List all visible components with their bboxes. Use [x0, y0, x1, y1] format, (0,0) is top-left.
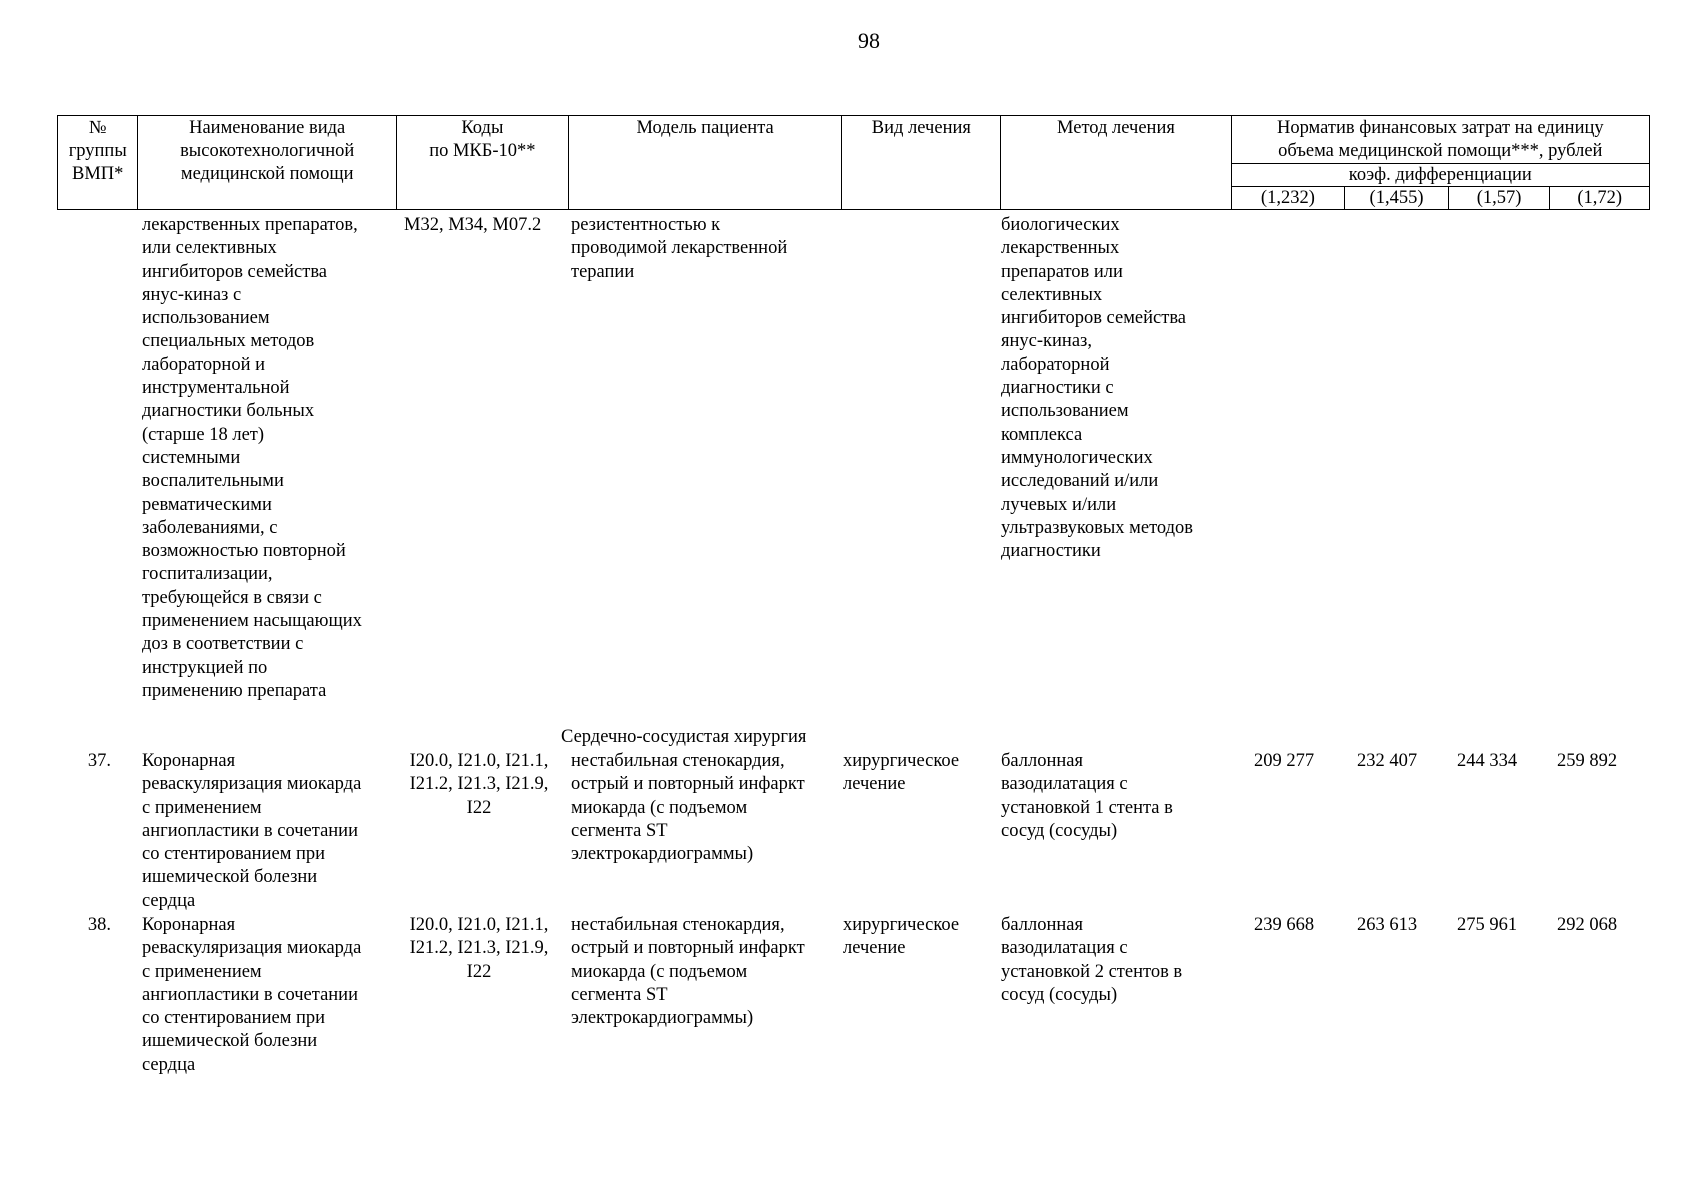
row-38-value-2: 263 613 [1356, 915, 1418, 935]
section-title: Сердечно-сосудистая хирургия [561, 727, 807, 747]
row-37-value-3: 244 334 [1456, 751, 1518, 771]
row-37-model: нестабильная стенокардия, острый и повторный инфаркт миокарда (с подъемом сегмента ST электрокардиограммы) [571, 751, 805, 865]
row-37-value-2: 232 407 [1356, 751, 1418, 771]
row-38-type: хирургическое лечение [843, 915, 960, 959]
header-group-number: № группы ВМП* [58, 116, 138, 210]
row-37-number: 37. [87, 751, 111, 771]
row-37-value-4: 259 892 [1556, 751, 1618, 771]
row-38-value-4: 292 068 [1556, 915, 1618, 935]
row-38-number: 38. [87, 915, 111, 935]
row-37-type: хирургическое лечение [843, 751, 960, 795]
row-37-value-1: 209 277 [1253, 751, 1315, 771]
header-coef-1: (1,232) [1231, 187, 1345, 210]
continuation-method: биологических лекарственных препаратов или селективных ингибиторов семейства янус-киназ, лабораторной диагностики с использованием комплекса иммунологических исследований и/или лучевых и/или ультразвуковых методов диагностики [1001, 215, 1194, 562]
header-care-name: Наименование вида высокотехнологичной медицинской помощи [138, 116, 396, 210]
row-38-name: Коронарная реваскуляризация миокарда с применением ангиопластики в сочетании со стентированием при ишемической болезни сердца [142, 915, 362, 1075]
header-icd-codes: Коды по МКБ-10** [396, 116, 568, 210]
header-coef-3: (1,57) [1448, 187, 1550, 210]
row-38-codes: I20.0, I21.0, I21.1, I21.2, I21.3, I21.9, I22 [409, 915, 549, 982]
continuation-model: резистентностью к проводимой лекарственной терапии [571, 215, 788, 282]
row-37-name: Коронарная реваскуляризация миокарда с применением ангиопластики в сочетании со стентированием при ишемической болезни сердца [142, 751, 362, 911]
row-38-method: баллонная вазодилатация с установкой 2 стентов в сосуд (сосуды) [1001, 915, 1183, 1005]
header-treatment-method: Метод лечения [1001, 116, 1231, 210]
page-number: 98 [858, 28, 880, 53]
header-cost-norm: Норматив финансовых затрат на единицу объема медицинской помощи***, рублей [1231, 116, 1649, 164]
row-38-value-3: 275 961 [1456, 915, 1518, 935]
continuation-codes: M32, M34, M07.2 [404, 215, 542, 235]
header-coef-label: коэф. дифференциации [1231, 164, 1649, 187]
row-38-model: нестабильная стенокардия, острый и повторный инфаркт миокарда (с подъемом сегмента ST электрокардиограммы) [571, 915, 805, 1029]
header-patient-model: Модель пациента [568, 116, 842, 210]
header-coef-2: (1,455) [1345, 187, 1449, 210]
header-treatment-type: Вид лечения [842, 116, 1001, 210]
header-coef-4: (1,72) [1550, 187, 1650, 210]
row-37-method: баллонная вазодилатация с установкой 1 стента в сосуд (сосуды) [1001, 751, 1173, 841]
table-header [57, 115, 1650, 210]
row-37-codes: I20.0, I21.0, I21.1, I21.2, I21.3, I21.9, I22 [409, 751, 549, 818]
row-38-value-1: 239 668 [1253, 915, 1315, 935]
continuation-name: лекарственных препаратов, или селективных ингибиторов семейства янус-киназ с использованием специальных методов лабораторной и инструментальной диагностики больных (старше 18 лет) системными воспалительными ревматическими заболеваниями, с возможностью повторной госпитализации, требующейся в связи с применением насыщающих доз в соответствии с инструкцией по применению препарата [142, 215, 362, 701]
